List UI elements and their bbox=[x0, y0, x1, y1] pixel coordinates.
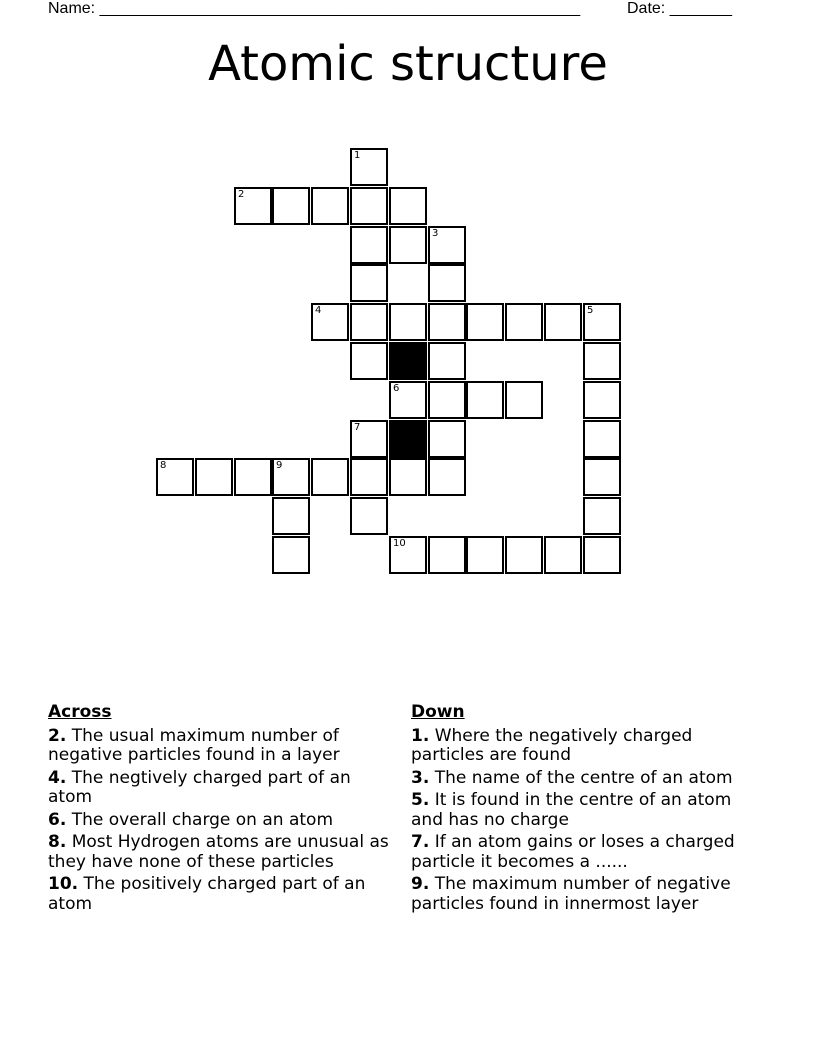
cell-number: 2 bbox=[238, 189, 245, 200]
crossword-cell[interactable] bbox=[272, 536, 310, 574]
clue-down-5 bbox=[411, 791, 756, 830]
crossword-cell[interactable] bbox=[350, 187, 388, 225]
clue-text: The positively charged part of an atom bbox=[48, 874, 366, 914]
crossword-cell[interactable] bbox=[428, 264, 466, 302]
crossword-cell[interactable] bbox=[466, 381, 504, 419]
crossword-cell[interactable] bbox=[311, 303, 349, 341]
clue-text: Most Hydrogen atoms are unusual as they have none of these particles bbox=[48, 832, 389, 872]
clue-text: The overall charge on an atom bbox=[71, 809, 334, 830]
crossword-cell[interactable] bbox=[350, 458, 388, 496]
clue-across-4 bbox=[48, 769, 393, 808]
crossword-cell[interactable] bbox=[583, 381, 621, 419]
crossword-cell[interactable] bbox=[272, 497, 310, 535]
crossword-cell[interactable] bbox=[389, 381, 427, 419]
crossword-cell[interactable] bbox=[583, 303, 621, 341]
cell-number: 5 bbox=[587, 305, 594, 316]
page-title: Atomic structure bbox=[208, 36, 608, 92]
clue-number: 4. bbox=[48, 767, 67, 788]
crossword-cell[interactable] bbox=[583, 420, 621, 458]
cell-number: 6 bbox=[393, 383, 400, 394]
crossword-cell[interactable] bbox=[389, 226, 427, 264]
crossword-cell[interactable] bbox=[350, 420, 388, 458]
cell-number: 3 bbox=[432, 228, 439, 239]
crossword-cell[interactable] bbox=[234, 458, 272, 496]
crossword-cell[interactable] bbox=[505, 536, 543, 574]
clue-down-9 bbox=[411, 875, 756, 914]
clue-text: The maximum number of negative particles found in innermost layer bbox=[411, 874, 731, 914]
crossword-cell[interactable] bbox=[583, 536, 621, 574]
clue-across-6 bbox=[48, 811, 393, 831]
clue-down-1 bbox=[411, 727, 756, 766]
clue-down-7 bbox=[411, 833, 756, 872]
name-field[interactable]: Name: ______________________________________________________ bbox=[48, 0, 581, 17]
clue-across-2 bbox=[48, 727, 393, 766]
crossword-cell[interactable] bbox=[156, 458, 194, 496]
crossword-cell[interactable] bbox=[428, 420, 466, 458]
crossword-cell[interactable] bbox=[428, 458, 466, 496]
crossword-cell[interactable] bbox=[311, 187, 349, 225]
crossword-cell[interactable] bbox=[428, 303, 466, 341]
clue-text: The usual maximum number of negative particles found in a layer bbox=[48, 725, 340, 765]
clue-number: 2. bbox=[48, 725, 67, 746]
crossword-cell[interactable] bbox=[505, 303, 543, 341]
clue-text: If an atom gains or loses a charged particle it becomes a ...... bbox=[411, 832, 735, 872]
crossword-cell[interactable] bbox=[428, 226, 466, 264]
clue-text: The name of the centre of an atom bbox=[434, 767, 733, 788]
clue-number: 3. bbox=[411, 767, 430, 788]
crossword-cell[interactable] bbox=[389, 458, 427, 496]
crossword-cell[interactable] bbox=[466, 303, 504, 341]
crossword-cell[interactable] bbox=[505, 381, 543, 419]
crossword-cell[interactable] bbox=[544, 303, 582, 341]
crossword-cell[interactable] bbox=[428, 342, 466, 380]
date-field[interactable]: Date: _______ bbox=[627, 0, 732, 17]
cell-number: 1 bbox=[354, 150, 361, 161]
crossword-cell[interactable] bbox=[428, 381, 466, 419]
crossword-cell[interactable] bbox=[583, 458, 621, 496]
clue-number: 8. bbox=[48, 832, 67, 852]
clue-number: 6. bbox=[48, 809, 67, 830]
crossword-cell[interactable] bbox=[466, 536, 504, 574]
clue-number: 10. bbox=[48, 874, 79, 894]
crossword-cell[interactable] bbox=[389, 536, 427, 574]
cell-number: 4 bbox=[315, 305, 322, 316]
across-clues bbox=[48, 703, 393, 917]
cell-number: 8 bbox=[160, 460, 167, 471]
clue-number: 9. bbox=[411, 874, 430, 894]
crossword-cell[interactable] bbox=[311, 458, 349, 496]
cell-number: 9 bbox=[276, 460, 283, 471]
clue-across-10 bbox=[48, 875, 393, 914]
crossword-cell[interactable] bbox=[389, 187, 427, 225]
down-heading: Down bbox=[411, 702, 465, 722]
clue-text: Where the negatively charged particles are found bbox=[411, 725, 693, 765]
crossword-cell[interactable] bbox=[428, 536, 466, 574]
clue-number: 5. bbox=[411, 790, 430, 810]
clue-across-8 bbox=[48, 833, 393, 872]
cell-number: 7 bbox=[354, 422, 361, 433]
clue-number: 1. bbox=[411, 725, 430, 746]
crossword-cell[interactable] bbox=[350, 226, 388, 264]
clue-number: 7. bbox=[411, 832, 430, 852]
crossword-cell[interactable] bbox=[583, 342, 621, 380]
crossword-block bbox=[389, 420, 427, 458]
crossword-cell[interactable] bbox=[350, 303, 388, 341]
crossword-cell[interactable] bbox=[195, 458, 233, 496]
crossword-cell[interactable] bbox=[272, 458, 310, 496]
crossword-cell[interactable] bbox=[350, 342, 388, 380]
crossword-cell[interactable] bbox=[389, 303, 427, 341]
down-clues bbox=[411, 703, 756, 917]
crossword-block bbox=[389, 342, 427, 380]
crossword-cell[interactable] bbox=[350, 148, 388, 186]
crossword-cell[interactable] bbox=[350, 264, 388, 302]
clue-text: It is found in the centre of an atom and has no charge bbox=[411, 790, 732, 830]
crossword-cell[interactable] bbox=[583, 497, 621, 535]
cell-number: 10 bbox=[393, 538, 406, 549]
crossword-cell[interactable] bbox=[234, 187, 272, 225]
clue-down-3 bbox=[411, 769, 756, 789]
clue-text: The negtively charged part of an atom bbox=[48, 767, 351, 807]
crossword-cell[interactable] bbox=[272, 187, 310, 225]
crossword-cell[interactable] bbox=[350, 497, 388, 535]
crossword-cell[interactable] bbox=[544, 536, 582, 574]
across-heading: Across bbox=[48, 702, 112, 722]
